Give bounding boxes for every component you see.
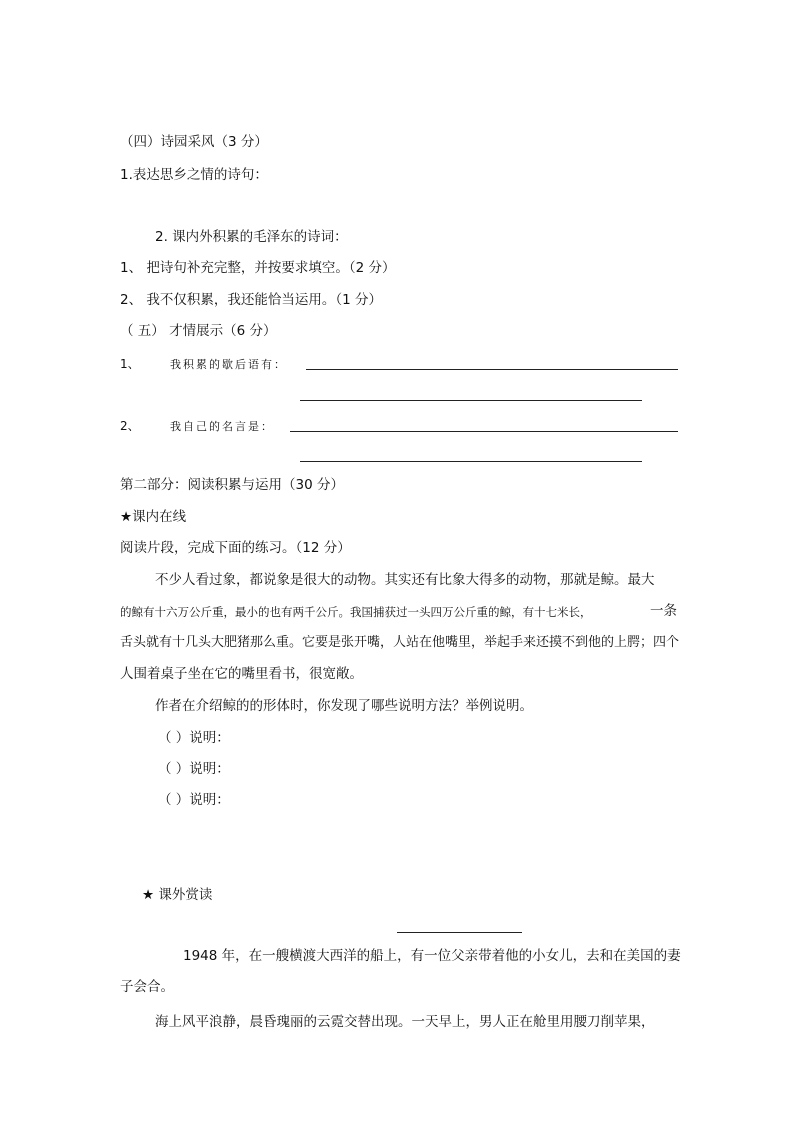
section4-q1: 1.表达思乡之情的诗句： bbox=[120, 167, 268, 183]
answer-line bbox=[306, 369, 678, 370]
answer-line bbox=[290, 431, 678, 432]
reading-instruction: 阅读片段，完成下面的练习。（12 分） bbox=[120, 540, 351, 556]
passage-line: 舌头就有十几头大肥猪那么重。它要是张开嘴，人站在他嘴里，举起手来还摸不到他的上腭；四个 bbox=[120, 635, 680, 650]
passage-line: 的鲸有十六万公斤重，最小的也有两千公斤。我国捕获过一头四万公斤重的鲸，有十七米长， bbox=[120, 605, 592, 619]
section5-title: （ 五） 才情展示（6 分） bbox=[120, 323, 277, 339]
section4-s2: 2、 我不仅积累，我还能恰当运用。（1 分） bbox=[120, 292, 383, 308]
inclass-heading: ★课内在线 bbox=[120, 509, 187, 525]
section4-s1: 1、 把诗句补充完整，并按要求填空。（2 分） bbox=[120, 260, 396, 276]
title-blank-line bbox=[397, 932, 522, 933]
answer-item: （ ）说明： bbox=[158, 761, 230, 777]
passage-line-tail: 一条 bbox=[650, 603, 677, 619]
part2-title: 第二部分：阅读积累与运用（30 分） bbox=[120, 477, 344, 493]
answer-line bbox=[300, 461, 642, 462]
section4-q2: 2. 课内外积累的毛泽东的诗词： bbox=[155, 229, 348, 245]
section5-item2-num: 2、 bbox=[120, 419, 140, 433]
answer-line bbox=[300, 400, 642, 401]
passage-line: 不少人看过象，都说象是很大的动物。其实还有比象大得多的动物，那就是鲸。最大 bbox=[155, 572, 655, 588]
section5-item2-label: 我自己的名言是： bbox=[170, 420, 274, 433]
section4-title: （四）诗园采风（3 分） bbox=[120, 134, 268, 150]
story-line: 海上风平浪静，晨昏瑰丽的云霓交替出现。一天早上，男人正在舱里用腰刀削苹果， bbox=[155, 1014, 655, 1030]
answer-item: （ ）说明： bbox=[158, 792, 230, 808]
passage-line: 人围着桌子坐在它的嘴里看书，很宽敞。 bbox=[120, 666, 363, 682]
reading-question: 作者在介绍鲸的的形体时，你发现了哪些说明方法？举例说明。 bbox=[155, 698, 533, 714]
story-line: 1948 年，在一艘横渡大西洋的船上，有一位父亲带着他的小女儿，去和在美国的妻 bbox=[183, 948, 681, 964]
section5-item1-label: 我积累的歇后语有： bbox=[170, 358, 287, 371]
section5-item1-num: 1、 bbox=[120, 357, 140, 371]
story-line: 子会合。 bbox=[120, 979, 174, 995]
outclass-heading: ★ 课外赏读 bbox=[142, 887, 213, 903]
answer-item: （ ）说明： bbox=[158, 730, 230, 746]
